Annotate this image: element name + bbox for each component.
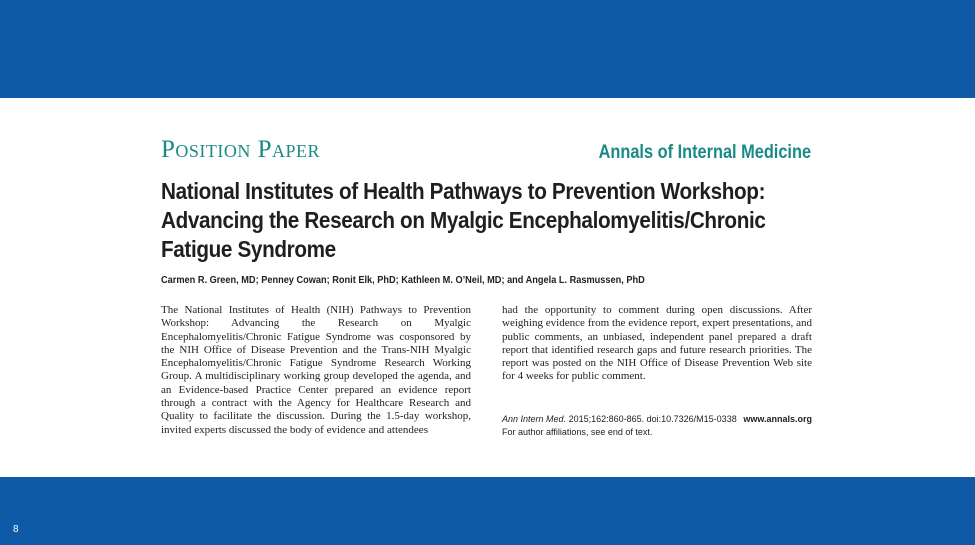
website-link[interactable]: www.annals.org [743,414,812,424]
affiliations-note: For author affiliations, see end of text. [502,427,653,437]
citation-journal: Ann Intern Med. [502,414,567,424]
abstract-column-right: had the opportunity to comment during open discussions. After weighing evidence from the evidence report, expert presentations, and public comments, an unbiased, independent panel prepared a draft report that identified research gaps and future research priorities. The report was posted on the NIH Office of Disease Prevention Web site for 4 weeks for public comment. [502,304,812,383]
citation [502,413,737,426]
author-list: Carmen R. Green, MD; Penney Cowan; Ronit Elk, PhD; Kathleen M. O’Neil, MD; and Angela L. Rasmussen, PhD [161,275,645,286]
journal-name: Annals of Internal Medicine [598,142,811,163]
section-label: Position Paper [161,136,321,163]
top-banner [0,0,975,98]
bottom-banner [0,477,975,545]
article-title: National Institutes of Health Pathways to Prevention Workshop: Advancing the Research on Myalgic Encephalomyelitis/Chronic Fatigue Syndrome [161,178,766,262]
citation-details: 2015;162:860-865. doi:10.7326/M15-0338 [568,414,737,424]
citation-block [502,413,812,439]
abstract-column-left: The National Institutes of Health (NIH) Pathways to Prevention Workshop: Advancing the Research on Myalgic Encephalomyelitis/Chronic Fatigue Syndrome was cosponsored by the NIH Office of Disease Prevention and the Trans-NIH Myalgic Encephalomyelitis/Chronic Fatigue Syndrome Research Working Group. A multidisciplinary working group developed the agenda, and an Evidence-based Practice Center prepared an evidence report through a contract with the Agency for Healthcare Research and Quality to facilitate the discussion. During the 1.5-day workshop, invited experts discussed the body of evidence and attendees [161,304,471,436]
slide-number: 8 [13,524,19,535]
